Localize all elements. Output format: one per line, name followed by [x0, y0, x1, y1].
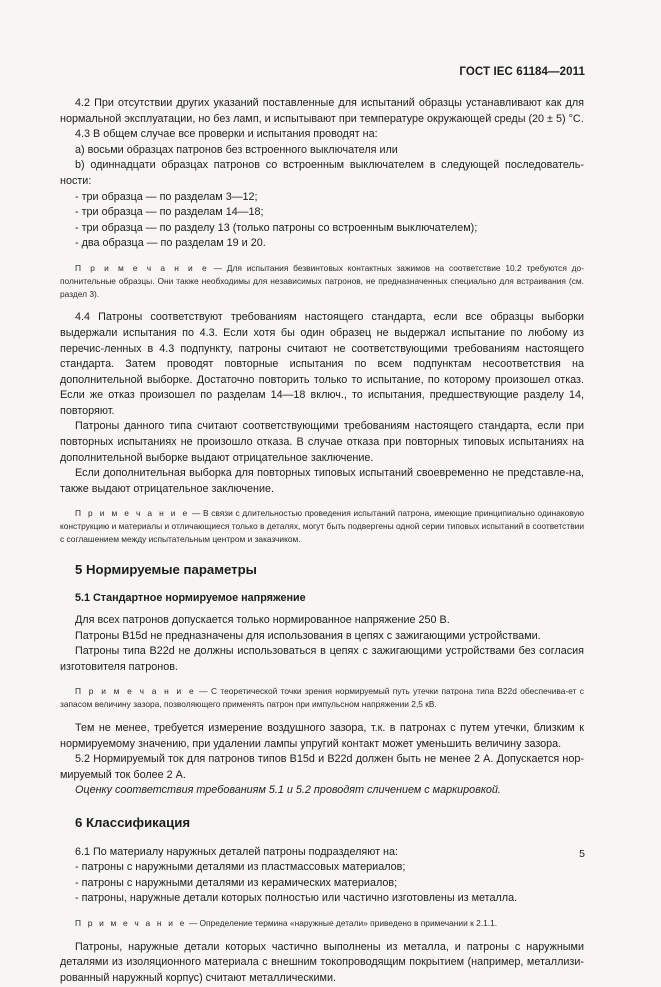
note-text: — Для испытания безвинтовых контактных зажимов на соответствие 10.2 требуются до-полнительные образцы. Они также необходимы для независимых патронов, не предназначенных специально для встраивания (см. раздел 3).: [60, 262, 584, 299]
list-item: - два образца — по разделам 19 и 20.: [75, 237, 266, 250]
para-4-4-b: Патроны данного типа считают соответствующими требованиям настоящего стандарта, если при повторных испытаниях не произошло отказа. В случае отказа при повторных типовых испытаниях на дополнительной выборке выдают отрицательное заключение.: [60, 420, 584, 464]
para-5-1-a: Для всех патронов допускается только нормированное напряжение 250 В.: [75, 614, 450, 627]
note-text: — С теоретической точки зрения нормируемый путь утечки патрона типа B22d обеспечива-ет с запасом величину зазора, позволяющего применять патрон при импульсном напряжении 2,5 кВ.: [60, 686, 584, 710]
para-5-2-compliance: Оценку соответствия требованиям 5.1 и 5.2 проводят сличением с маркировкой.: [75, 784, 501, 797]
para-5-1-d: Тем не менее, требуется измерение воздушного зазора, т.к. в патронах с путем утечки, близким к нормируемому значению, при удалении лампы упругий контакт может уменьшить величину зазора.: [60, 722, 584, 750]
note-label: П р и м е ч а н и е: [75, 508, 190, 519]
standard-header: ГОСТ IEC 61184—2011: [459, 66, 585, 78]
para-5-1-c: Патроны типа B22d не должны использоваться в цепях с зажигающими устройствами без согласия изготовителя патронов.: [60, 645, 584, 673]
page-number: 5: [579, 848, 585, 860]
note-2: [60, 507, 584, 545]
para-5-1-b: Патроны B15d не предназначены для использования в цепях с зажигающими устройствами.: [75, 629, 541, 642]
note-text: — Определение термина «наружные детали» приведено в примечании к 2.1.1.: [186, 917, 498, 928]
para-6-final: Патроны, наружные детали которых частично выполнены из металла, и патроны с наружными деталями из изоляционного материала с внешним токопроводящим покрытием (например, металлизи-рованный наружный корпус) считают металлическими.: [60, 940, 584, 984]
note-label: П р и м е ч а н и е: [75, 686, 196, 697]
para-4-3-a: а) восьми образцах патронов без встроенного выключателя или: [75, 143, 398, 156]
section-heading-5: 5 Нормируемые параметры: [75, 561, 257, 577]
list-item: - три образца — по разделу 13 (только патроны со встроенным выключателем);: [75, 221, 478, 234]
subsection-heading-5-1: 5.1 Стандартное нормируемое напряжение: [75, 592, 306, 605]
list-item: - патроны с наружными деталями из пластмассовых материалов;: [75, 861, 406, 874]
document-body: [60, 96, 584, 987]
para-6-1: 6.1 По материалу наружных деталей патроны подразделяют на:: [75, 845, 399, 858]
para-4-3: 4.3 В общем случае все проверки и испытания проводят на:: [75, 128, 378, 141]
para-4-4-c: Если дополнительная выборка для повторных типовых испытаний своевременно не представле-на, также выдают отрицательное заключение.: [60, 467, 584, 495]
note-label: П р и м е ч а н и е: [75, 262, 209, 273]
para-4-4: 4.4 Патроны соответствуют требованиям настоящего стандарта, если все образцы выборки выдержали испытания по 4.3. Если хотя бы один образец не выдержал испытание по любому из перечис-ленных в 4.3 подпункту, патроны считают не соответствующими требованиям настоящего стандарта. Затем проводят повторные испытания по всем подпунктам несоответствия на дополнительной выборке. Достаточно повторить только то испытание, по которому произошел отказ. Если же отказ произошел по разделам 14—18 включ., то испытания, предшествующие разделу 14, повторяют.: [60, 311, 584, 417]
list-item: - три образца — по разделам 3—12;: [75, 190, 258, 203]
list-item: - патроны с наружными деталями из керамических материалов;: [75, 876, 398, 889]
note-label: П р и м е ч а н и е: [75, 917, 187, 928]
section-heading-6: 6 Классификация: [75, 814, 191, 830]
list-item: - патроны, наружные детали которых полностью или частично изготовлены из металла.: [75, 892, 518, 905]
note-1: [60, 262, 584, 300]
para-5-2: 5.2 Нормируемый ток для патронов типов B15d и B22d должен быть не менее 2 А. Допускается нор-мируемый ток более 2 А.: [60, 753, 584, 781]
para-4-3-b: b) одиннадцати образцах патронов со встроенным выключателем в следующей последователь-ности:: [60, 159, 584, 187]
note-text: — В связи с длительностью проведения испытаний патрона, имеющие принципиально одинаковую конструкцию и материалы и отличающиеся только в деталях, могут быть подвергены одной серии типовых испытаний в соответствии с соглашением между испытательным центром и заказчиком.: [60, 508, 585, 545]
note-3: [60, 685, 584, 711]
note-4: [60, 917, 584, 930]
para-4-2: 4.2 При отсутствии других указаний поставленные для испытаний образцы устанавливают как для нормальной эксплуатации, но без ламп, и испытывают при температуре окружающей среды (20 ± 5) °С.: [60, 97, 584, 125]
list-item: - три образца — по разделам 14—18;: [75, 206, 264, 219]
